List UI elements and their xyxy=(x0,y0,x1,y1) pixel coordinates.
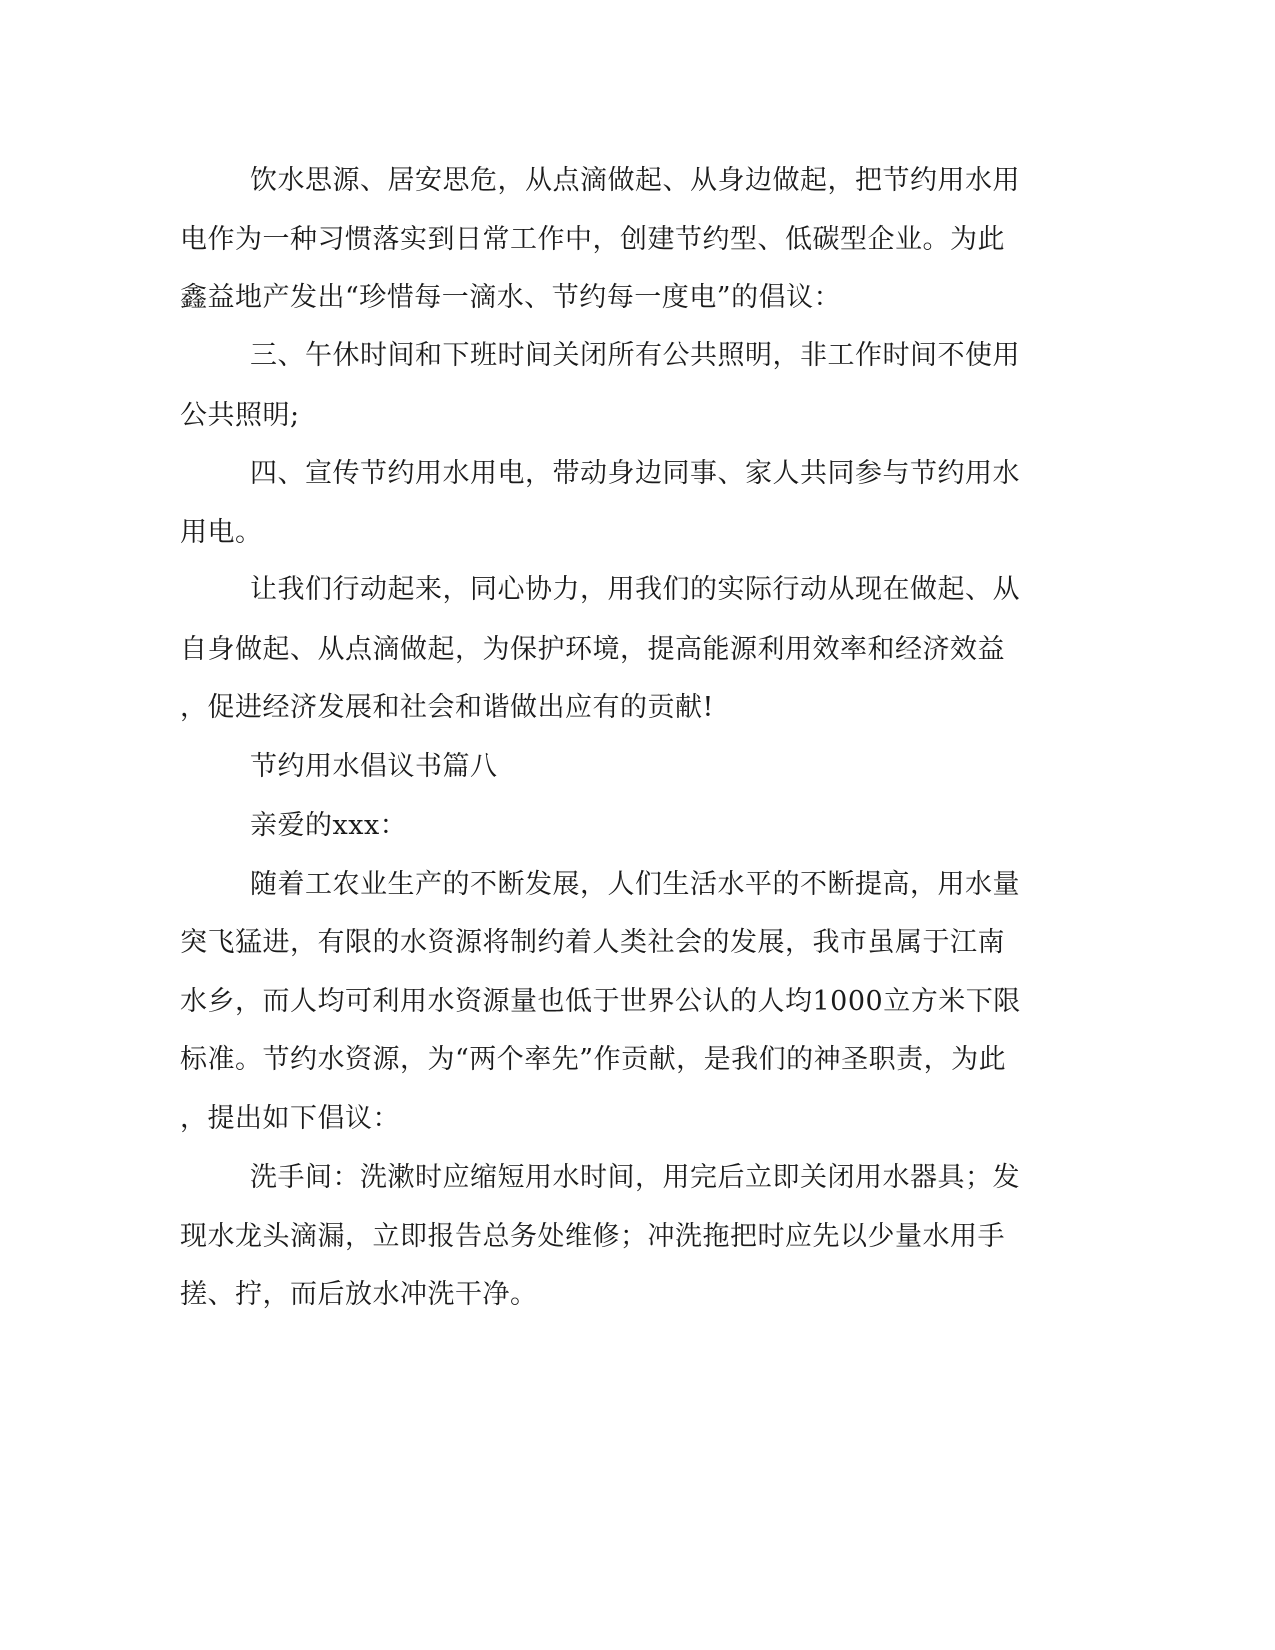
text-line: 用电。 xyxy=(180,517,263,548)
section-heading: 节约用水倡议书篇八 xyxy=(250,751,498,782)
text-line: 搓、拧，而后放水冲洗干净。 xyxy=(180,1279,538,1310)
text-line: 随着工农业生产的不断发展，人们生活水平的不断提高，用水量 xyxy=(250,869,1020,900)
salutation: 亲爱的xxx： xyxy=(250,810,408,841)
text-line: 饮水思源、居安思危，从点滴做起、从身边做起，把节约用水用 xyxy=(250,165,1020,196)
text-line: 三、午休时间和下班时间关闭所有公共照明，非工作时间不使用 xyxy=(250,340,1020,371)
text-line: 水乡，而人均可利用水资源量也低于世界公认的人均1000立方米下限 xyxy=(180,986,1021,1017)
text-line: ，促进经济发展和社会和谐做出应有的贡献! xyxy=(180,692,714,723)
text-line: 洗手间：洗漱时应缩短用水时间，用完后立即关闭用水器具；发 xyxy=(250,1162,1020,1193)
text-line: 标准。节约水资源，为“两个率先”作贡献，是我们的神圣职责，为此 xyxy=(180,1044,1007,1075)
text-line: 电作为一种习惯落实到日常工作中，创建节约型、低碳型企业。为此 xyxy=(180,224,1005,255)
text-line: 四、宣传节约用水用电，带动身边同事、家人共同参与节约用水 xyxy=(250,458,1020,489)
text-line: 现水龙头滴漏，立即报告总务处维修；冲洗拖把时应先以少量水用手 xyxy=(180,1221,1005,1252)
text-line: 让我们行动起来，同心协力，用我们的实际行动从现在做起、从 xyxy=(250,574,1020,605)
text-line: 公共照明; xyxy=(180,400,300,431)
text-line: 自身做起、从点滴做起，为保护环境，提高能源利用效率和经济效益 xyxy=(180,634,1005,665)
text-line: 鑫益地产发出“珍惜每一滴水、节约每一度电”的倡议： xyxy=(180,282,842,313)
text-line: 突飞猛进，有限的水资源将制约着人类社会的发展，我市虽属于江南 xyxy=(180,927,1005,958)
text-line: ，提出如下倡议： xyxy=(180,1103,400,1134)
